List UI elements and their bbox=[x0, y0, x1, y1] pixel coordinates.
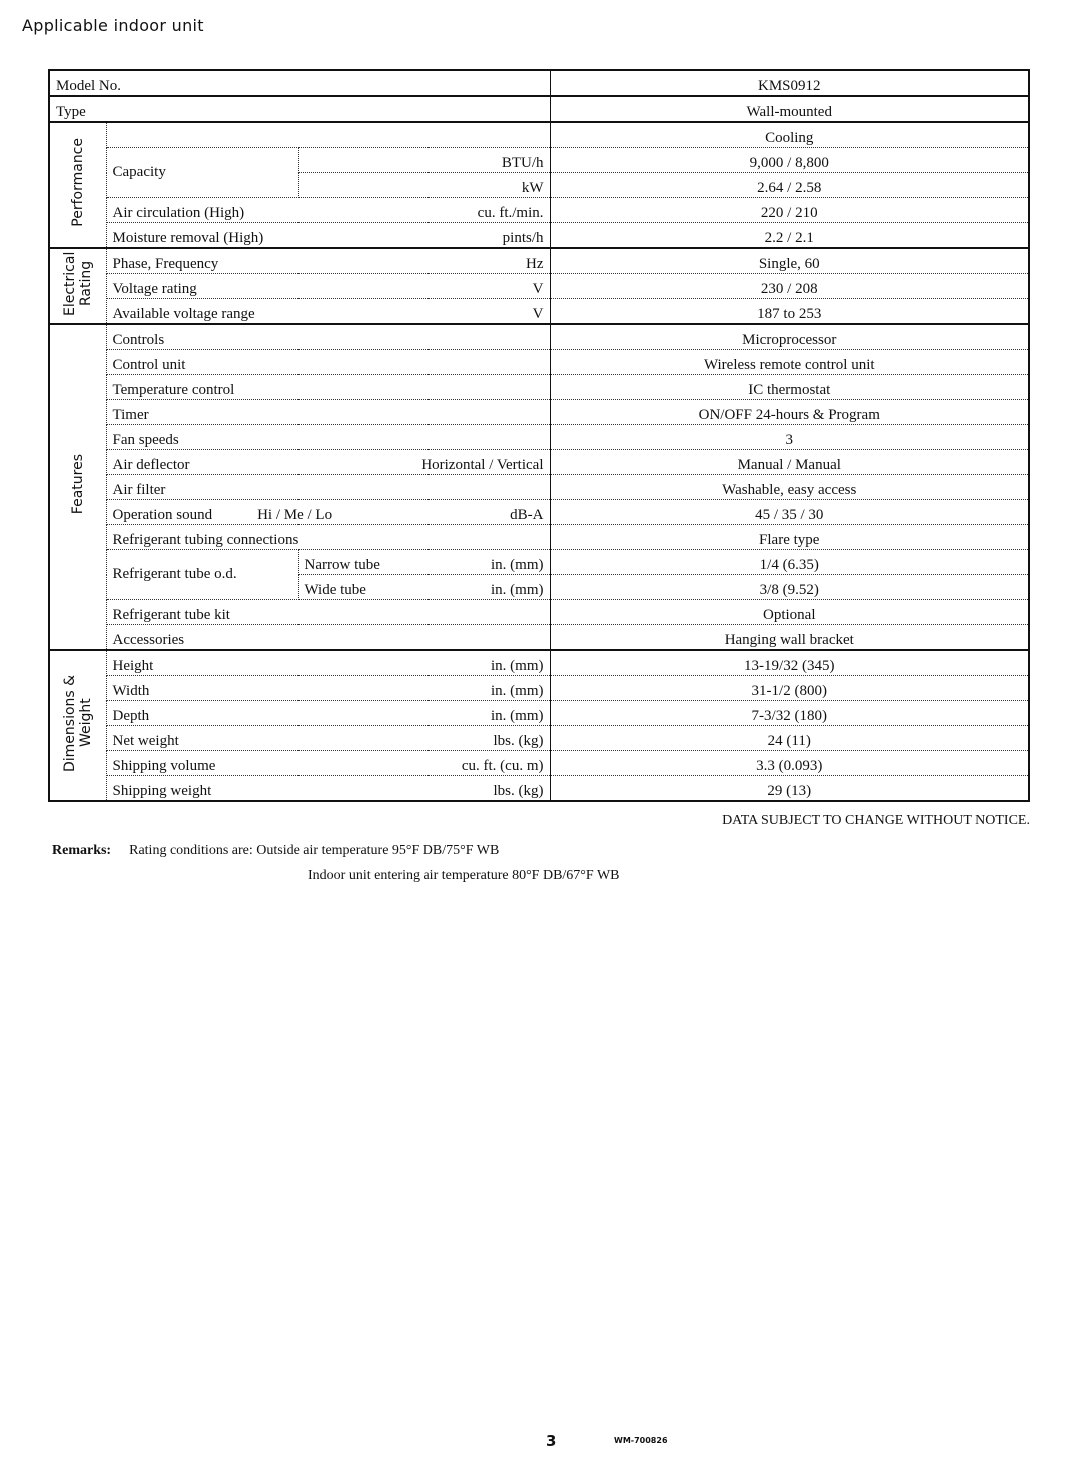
row-unit: kW bbox=[521, 180, 544, 196]
row-value: Flare type bbox=[550, 525, 1029, 550]
table-row bbox=[49, 776, 1029, 802]
table-row bbox=[49, 726, 1029, 751]
row-label: Temperature control bbox=[112, 382, 235, 398]
row-label-cell bbox=[106, 500, 550, 525]
row-label-cell bbox=[106, 676, 550, 701]
table-row bbox=[49, 525, 1029, 550]
row-label-cell bbox=[106, 726, 550, 751]
row-unit: Horizontal / Vertical bbox=[421, 457, 544, 473]
section-label: Electrical Rating bbox=[61, 251, 94, 316]
row-label: Type bbox=[49, 96, 550, 122]
row-value: 220 / 210 bbox=[550, 198, 1029, 223]
row-label-cell bbox=[106, 600, 550, 625]
row-value: Hanging wall bracket bbox=[550, 625, 1029, 651]
page-number: 3 bbox=[546, 1432, 557, 1450]
row-label: Operation sound bbox=[112, 507, 213, 523]
table-row-header bbox=[49, 96, 1029, 122]
row-label-cell bbox=[106, 625, 550, 651]
table-row bbox=[49, 475, 1029, 500]
row-mode: Hi / Me / Lo bbox=[257, 507, 333, 523]
section-label: Dimensions & Weight bbox=[61, 674, 94, 772]
row-label: Refrigerant tubing connections bbox=[112, 532, 299, 548]
row-value: Single, 60 bbox=[550, 248, 1029, 274]
row-value: 9,000 / 8,800 bbox=[550, 148, 1029, 173]
row-label-cell bbox=[106, 450, 550, 475]
row-label-cell bbox=[106, 425, 550, 450]
notice-text: DATA SUBJECT TO CHANGE WITHOUT NOTICE. bbox=[722, 813, 1030, 828]
row-value: 29 (13) bbox=[550, 776, 1029, 802]
row-value: 3/8 (9.52) bbox=[550, 575, 1029, 600]
row-unit: Hz bbox=[526, 256, 544, 272]
row-label-cell bbox=[106, 223, 550, 249]
row-value: KMS0912 bbox=[550, 70, 1029, 96]
row-value: Wall-mounted bbox=[550, 96, 1029, 122]
row-unit: cu. ft. (cu. m) bbox=[461, 758, 544, 774]
row-label-cell bbox=[106, 525, 550, 550]
row-label-cell bbox=[106, 324, 550, 350]
row-label: Model No. bbox=[49, 70, 550, 96]
row-label: Accessories bbox=[112, 632, 185, 648]
row-unit: V bbox=[532, 281, 544, 297]
row-unit: in. (mm) bbox=[491, 683, 544, 699]
row-value: 24 (11) bbox=[550, 726, 1029, 751]
row-unit: BTU/h bbox=[501, 155, 544, 171]
row-label: Fan speeds bbox=[112, 432, 179, 448]
section-label-cell bbox=[49, 248, 106, 324]
table-row bbox=[49, 425, 1029, 450]
table-row bbox=[49, 650, 1029, 676]
row-label-cell bbox=[106, 400, 550, 425]
row-label-cell bbox=[106, 198, 550, 223]
row-value: 45 / 35 / 30 bbox=[550, 500, 1029, 525]
row-label: Moisture removal (High) bbox=[112, 230, 264, 246]
row-label: Refrigerant tube kit bbox=[112, 607, 230, 623]
section-label-cell bbox=[49, 122, 106, 248]
row-label-cell bbox=[106, 248, 550, 274]
row-label-cell bbox=[106, 751, 550, 776]
row-unit: in. (mm) bbox=[491, 557, 544, 573]
page-title: Applicable indoor unit bbox=[22, 16, 204, 35]
row-unit: in. (mm) bbox=[491, 658, 544, 674]
row-unit: in. (mm) bbox=[491, 708, 544, 724]
document-code: WM-700826 bbox=[614, 1436, 668, 1445]
section-label-cell bbox=[49, 324, 106, 650]
row-label: Air deflector bbox=[112, 457, 190, 473]
remarks-text-1: Rating conditions are: Outside air temperature 95°F DB/75°F WB bbox=[129, 843, 500, 858]
row-value: 1/4 (6.35) bbox=[550, 550, 1029, 575]
row-label: Air circulation (High) bbox=[112, 205, 245, 221]
row-unit: lbs. (kg) bbox=[493, 733, 544, 749]
row-label-cell bbox=[106, 375, 550, 400]
row-value: 187 to 253 bbox=[550, 299, 1029, 325]
row-unit: pints/h bbox=[502, 230, 544, 246]
row-label-cell bbox=[106, 776, 550, 802]
row-label: Capacity bbox=[106, 148, 298, 198]
table-row bbox=[49, 122, 1029, 148]
row-value: IC thermostat bbox=[550, 375, 1029, 400]
remarks-label: Remarks: bbox=[52, 843, 112, 858]
table-row bbox=[49, 701, 1029, 726]
row-label: Control unit bbox=[112, 357, 186, 373]
table-row bbox=[49, 324, 1029, 350]
row-unit: lbs. (kg) bbox=[493, 783, 544, 799]
row-label-cell bbox=[106, 701, 550, 726]
row-value: 7-3/32 (180) bbox=[550, 701, 1029, 726]
row-label-cell bbox=[106, 299, 550, 325]
row-label-cell bbox=[106, 350, 550, 375]
table-row bbox=[49, 274, 1029, 299]
row-label-cell bbox=[106, 274, 550, 299]
table-row bbox=[49, 400, 1029, 425]
row-value: 31-1/2 (800) bbox=[550, 676, 1029, 701]
table-row bbox=[49, 375, 1029, 400]
document-body bbox=[48, 69, 1030, 885]
table-row-header bbox=[49, 70, 1029, 96]
row-label: Net weight bbox=[112, 733, 179, 749]
row-value: 2.2 / 2.1 bbox=[550, 223, 1029, 249]
row-value: Wireless remote control unit bbox=[550, 350, 1029, 375]
row-unit: V bbox=[532, 306, 544, 322]
row-label: Width bbox=[112, 683, 150, 699]
row-label: Phase, Frequency bbox=[112, 256, 219, 272]
row-label: Available voltage range bbox=[112, 306, 255, 322]
row-label: Air filter bbox=[112, 482, 166, 498]
table-row bbox=[49, 299, 1029, 325]
table-row bbox=[49, 676, 1029, 701]
table-row bbox=[49, 625, 1029, 651]
row-unit: in. (mm) bbox=[491, 582, 544, 598]
row-value: Microprocessor bbox=[550, 324, 1029, 350]
row-label: Refrigerant tube o.d. bbox=[106, 550, 298, 600]
row-label: Height bbox=[112, 658, 154, 674]
row-label: Depth bbox=[112, 708, 150, 724]
row-value: 3.3 (0.093) bbox=[550, 751, 1029, 776]
row-label-cell bbox=[106, 122, 550, 148]
row-label: Shipping volume bbox=[112, 758, 216, 774]
row-unit: dB-A bbox=[510, 507, 544, 523]
row-value: 13-19/32 (345) bbox=[550, 650, 1029, 676]
table-row bbox=[49, 500, 1029, 525]
table-row bbox=[49, 450, 1029, 475]
row-sub bbox=[298, 550, 550, 575]
table-row bbox=[49, 223, 1029, 249]
row-label: Controls bbox=[112, 332, 165, 348]
remarks-line-1 bbox=[52, 842, 1030, 860]
section-label: Features bbox=[69, 454, 86, 515]
table-row bbox=[49, 550, 1029, 575]
row-label: Shipping weight bbox=[112, 783, 212, 799]
row-sub bbox=[298, 148, 550, 173]
row-value: Washable, easy access bbox=[550, 475, 1029, 500]
row-sub-label: Narrow tube bbox=[304, 557, 380, 573]
row-value: ON/OFF 24-hours & Program bbox=[550, 400, 1029, 425]
table-row bbox=[49, 350, 1029, 375]
row-sub bbox=[298, 173, 550, 198]
table-row bbox=[49, 600, 1029, 625]
row-value: Cooling bbox=[550, 122, 1029, 148]
row-sub-label: Wide tube bbox=[304, 582, 366, 598]
section-label: Performance bbox=[69, 138, 86, 227]
table-row bbox=[49, 248, 1029, 274]
row-label: Voltage rating bbox=[112, 281, 197, 297]
table-row bbox=[49, 198, 1029, 223]
row-label-cell bbox=[106, 650, 550, 676]
row-value: 2.64 / 2.58 bbox=[550, 173, 1029, 198]
remarks-line-2: Indoor unit entering air temperature 80°F DB/67°F WB bbox=[308, 868, 620, 883]
row-value: 3 bbox=[550, 425, 1029, 450]
row-value: Manual / Manual bbox=[550, 450, 1029, 475]
row-value: 230 / 208 bbox=[550, 274, 1029, 299]
row-sub bbox=[298, 575, 550, 600]
row-label-cell bbox=[106, 475, 550, 500]
table-row bbox=[49, 148, 1029, 173]
spec-table bbox=[48, 69, 1030, 802]
table-row bbox=[49, 751, 1029, 776]
row-unit: cu. ft./min. bbox=[477, 205, 544, 221]
section-label-cell bbox=[49, 650, 106, 801]
row-label: Timer bbox=[112, 407, 149, 423]
row-value: Optional bbox=[550, 600, 1029, 625]
